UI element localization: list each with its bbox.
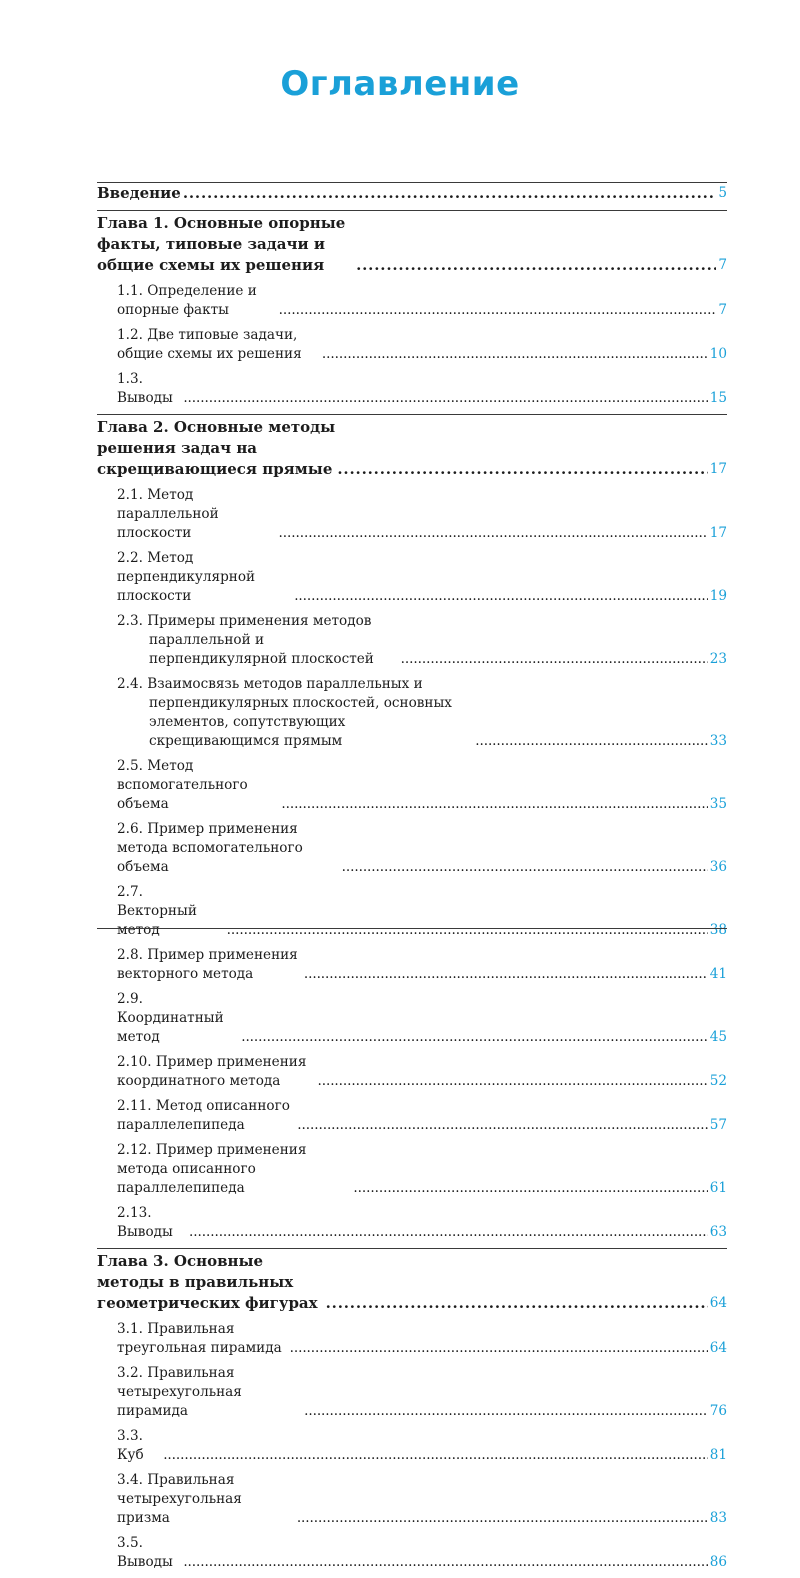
toc-section-2-2[interactable] — [97, 549, 727, 612]
toc-entry-text: 1.2. Две типовые задачи, общие схемы их решения — [117, 327, 302, 362]
toc-entry-text: 2.9. Координатный метод — [117, 991, 224, 1045]
toc-section-2-8[interactable] — [97, 946, 727, 990]
toc-page-number: 81 — [709, 1447, 727, 1463]
toc-chapter-2[interactable] — [97, 414, 727, 486]
toc-section-2-12[interactable] — [97, 1141, 727, 1204]
toc-entry-text: 2.12. Пример применения метода описанного параллелепипеда — [117, 1142, 307, 1196]
dot-leader — [290, 1339, 708, 1358]
dot-leader — [227, 921, 708, 940]
toc-entry-text: 3.1. Правильная треугольная пирамида — [117, 1321, 282, 1356]
toc-page-number: 41 — [709, 966, 727, 982]
toc-entry-text: 2.5. Метод вспомогательного объема — [117, 758, 248, 812]
page-title: Оглавление — [280, 64, 520, 104]
toc-page-number: 33 — [709, 733, 727, 749]
toc-section-2-1[interactable] — [97, 486, 727, 549]
toc-page-number: 5 — [718, 185, 727, 201]
toc-page-number: 57 — [709, 1117, 727, 1133]
dot-leader — [304, 965, 708, 984]
dot-leader — [297, 1509, 708, 1528]
dot-leader — [163, 1446, 708, 1465]
toc-chapter-3[interactable] — [97, 1248, 727, 1320]
toc-section-1-2[interactable] — [97, 326, 727, 370]
dot-leader — [281, 795, 707, 814]
toc-page-number: 19 — [709, 588, 727, 604]
toc-page-number: 45 — [709, 1029, 727, 1045]
toc-page-number: 23 — [709, 651, 727, 667]
toc-section-2-5[interactable] — [97, 757, 727, 820]
dot-leader — [342, 858, 708, 877]
toc-entry-text: 3.3. Куб — [117, 1428, 144, 1463]
dot-leader — [297, 1116, 707, 1135]
toc-section-2-4[interactable] — [97, 675, 727, 757]
toc-page-number: 38 — [709, 922, 727, 938]
toc-entry-text: 2.1. Метод параллельной плоскости — [117, 487, 219, 541]
toc-entry-text: 2.8. Пример применения векторного метода — [117, 947, 298, 982]
toc-chapter-intro[interactable] — [97, 182, 727, 210]
toc-entry-text: 2.4. Взаимосвязь методов параллельных и перпендикулярных плоскостей, основных элементов, сопутствующих скрещивающимся прямым — [117, 676, 452, 749]
toc-section-3-5[interactable] — [97, 1534, 727, 1578]
toc-entry-text: 1.3. Выводы — [117, 371, 173, 406]
toc-entry-text: 2.2. Метод перпендикулярной плоскости — [117, 550, 256, 604]
toc-page-number: 17 — [709, 525, 727, 541]
toc-entry-text: 2.3. Примеры применения методов параллельной и перпендикулярной плоскостей — [117, 613, 374, 667]
toc-page-number: 63 — [709, 1224, 727, 1240]
dot-leader — [337, 459, 707, 480]
toc-section-3-3[interactable] — [97, 1427, 727, 1471]
toc-section-2-6[interactable] — [97, 820, 727, 883]
toc-page-number: 7 — [718, 302, 727, 318]
dot-leader — [241, 1028, 707, 1047]
dot-leader — [317, 1072, 707, 1091]
toc-page-number: 15 — [709, 390, 727, 406]
dot-leader — [279, 524, 708, 543]
toc-entry-text: 3.2. Правильная четырехугольная пирамида — [117, 1365, 242, 1419]
dot-leader — [183, 389, 707, 408]
dot-leader — [189, 1223, 708, 1242]
toc-chapter-1[interactable] — [97, 210, 727, 282]
toc-entry-text: 2.6. Пример применения метода вспомогательного объема — [117, 821, 303, 875]
toc-entry-text: Глава 2. Основные методы решения задач на скрещивающиеся прямые — [97, 418, 336, 478]
toc-entry-text: 3.4. Правильная четырехугольная призма — [117, 1472, 242, 1526]
dot-leader — [183, 183, 717, 204]
toc-section-2-9[interactable] — [97, 990, 727, 1053]
toc-page-number: 10 — [709, 346, 727, 362]
dot-leader — [279, 301, 717, 320]
dot-leader — [304, 1402, 708, 1421]
toc-section-3-1[interactable] — [97, 1320, 727, 1364]
toc-entry-text: 3.5. Выводы — [117, 1535, 173, 1570]
toc-section-2-13[interactable] — [97, 1204, 727, 1248]
toc-page-number: 7 — [718, 257, 727, 273]
dot-leader — [326, 1293, 708, 1314]
toc-section-2-10[interactable] — [97, 1053, 727, 1097]
toc-section-2-3[interactable] — [97, 612, 727, 675]
toc-page-number: 35 — [709, 796, 727, 812]
toc-entry-text: 2.11. Метод описанного параллелепипеда — [117, 1098, 290, 1133]
dot-leader — [353, 1179, 707, 1198]
toc-section-2-11[interactable] — [97, 1097, 727, 1141]
toc-entry-text: 2.7. Векторный метод — [117, 884, 197, 938]
toc-page-number: 76 — [709, 1403, 727, 1419]
toc-entry-text: 2.13. Выводы — [117, 1205, 173, 1240]
toc-section-2-7[interactable] — [97, 883, 727, 946]
toc-page-number: 83 — [709, 1510, 727, 1526]
toc-page-number: 52 — [709, 1073, 727, 1089]
toc-page-number: 61 — [709, 1180, 727, 1196]
table-of-contents — [97, 182, 727, 1578]
toc-section-1-3[interactable] — [97, 370, 727, 414]
dot-leader — [183, 1553, 707, 1572]
dot-leader — [356, 255, 716, 276]
dot-leader — [294, 587, 708, 606]
toc-section-1-1[interactable] — [97, 282, 727, 326]
toc-entry-text: Глава 3. Основные методы в правильных геометрических фигурах — [97, 1252, 318, 1312]
toc-page-number: 36 — [709, 859, 727, 875]
dot-leader — [322, 345, 708, 364]
toc-entry-text: 2.10. Пример применения координатного метода — [117, 1054, 307, 1089]
toc-page-number: 17 — [709, 461, 727, 477]
toc-entry-text: Глава 1. Основные опорные факты, типовые задачи и общие схемы их решения — [97, 214, 346, 274]
toc-section-3-4[interactable] — [97, 1471, 727, 1534]
toc-entry-text: 1.1. Определение и опорные факты — [117, 283, 257, 318]
toc-page-number: 64 — [709, 1340, 727, 1356]
toc-section-3-2[interactable] — [97, 1364, 727, 1427]
dot-leader — [401, 650, 708, 669]
toc-page-number: 86 — [709, 1554, 727, 1570]
toc-page-number: 64 — [709, 1295, 727, 1311]
dot-leader — [475, 732, 707, 751]
toc-entry-text: Введение — [97, 184, 181, 202]
bottom-divider — [97, 928, 727, 929]
